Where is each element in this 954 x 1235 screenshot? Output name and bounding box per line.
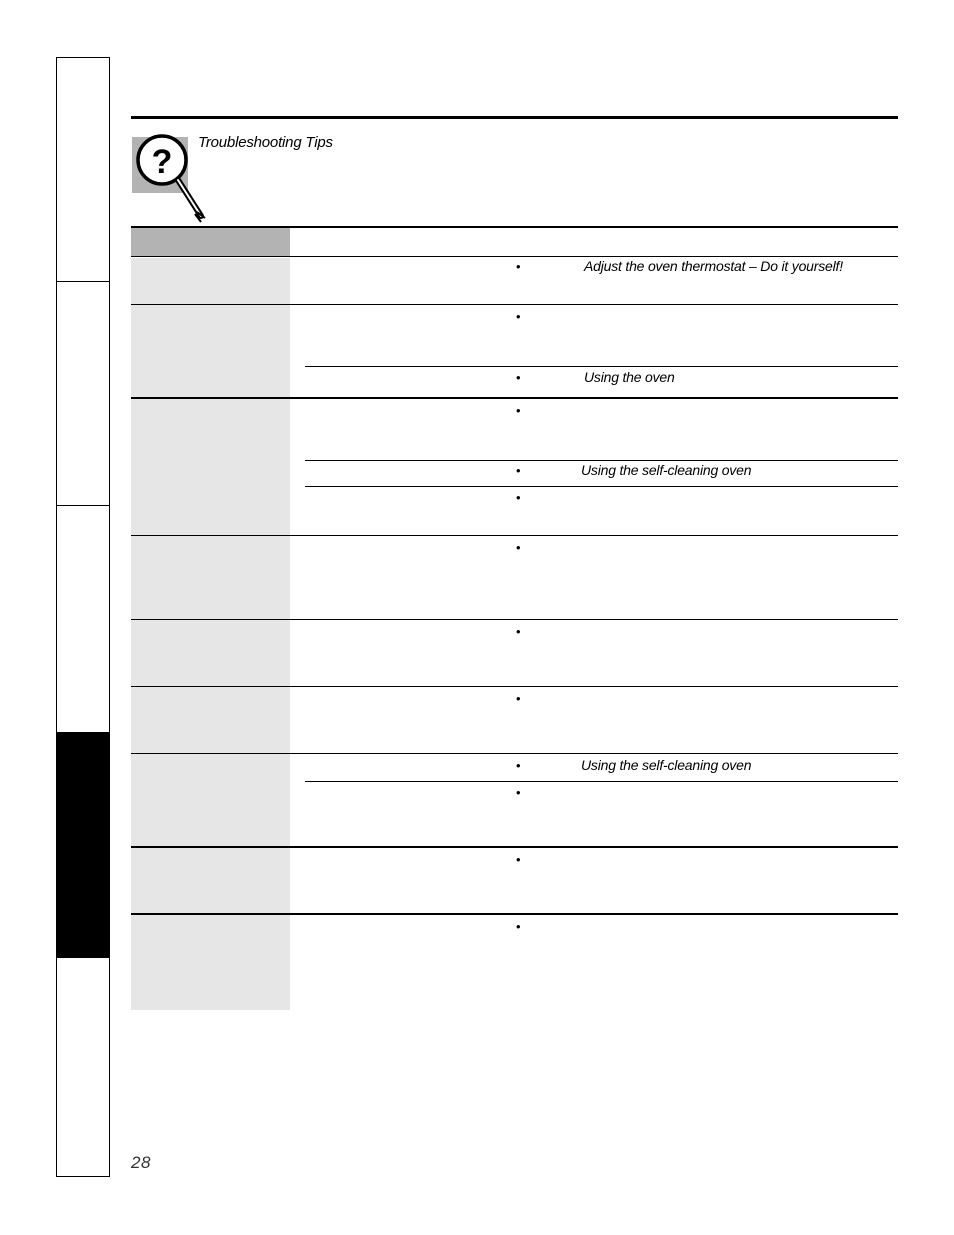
table-row — [131, 620, 290, 686]
sub-row-divider — [305, 781, 898, 782]
side-tab-3[interactable] — [57, 506, 109, 732]
bullet: • — [516, 919, 521, 934]
reference-link[interactable]: Using the self-cleaning oven — [581, 462, 752, 478]
table-header-problem-column — [131, 228, 290, 256]
bullet: • — [516, 540, 521, 555]
bullet: • — [516, 852, 521, 867]
row-divider — [131, 686, 898, 687]
top-rule — [131, 116, 898, 119]
table-row — [131, 848, 290, 913]
table-row — [131, 305, 290, 397]
bullet: • — [516, 259, 521, 274]
side-tab-1[interactable] — [57, 58, 109, 282]
table-row — [131, 754, 290, 846]
table-row — [131, 536, 290, 619]
bullet: • — [516, 624, 521, 639]
table-row — [131, 915, 290, 1010]
svg-text:?: ? — [151, 143, 173, 181]
bullet: • — [516, 309, 521, 324]
reference-link[interactable]: Using the oven — [584, 369, 675, 385]
row-divider — [131, 846, 898, 848]
bullet: • — [516, 758, 521, 773]
reference-link[interactable]: Adjust the oven thermostat – Do it yourself! — [584, 258, 843, 274]
reference-link[interactable]: Using the self-cleaning oven — [581, 757, 752, 773]
section-title: Troubleshooting Tips — [198, 134, 333, 151]
row-divider — [131, 304, 898, 305]
row-divider — [131, 619, 898, 620]
bullet: • — [516, 691, 521, 706]
table-row — [131, 258, 290, 304]
row-divider — [131, 913, 898, 915]
sub-row-divider — [305, 460, 898, 461]
bullet: • — [516, 370, 521, 385]
side-tab-strip — [56, 57, 110, 1177]
bullet: • — [516, 785, 521, 800]
row-divider — [131, 753, 898, 754]
side-tab-5[interactable] — [57, 958, 109, 1177]
page-number: 28 — [131, 1153, 151, 1172]
side-tab-troubleshooting-active[interactable] — [57, 732, 109, 958]
sub-row-divider — [305, 486, 898, 487]
bullet: • — [516, 463, 521, 478]
table-row — [131, 687, 290, 753]
bullet: • — [516, 490, 521, 505]
table-row — [131, 399, 290, 535]
row-divider — [131, 256, 898, 257]
row-divider — [131, 535, 898, 536]
side-tab-2[interactable] — [57, 282, 109, 506]
row-divider — [131, 397, 898, 399]
bullet: • — [516, 403, 521, 418]
sub-row-divider — [305, 366, 898, 367]
